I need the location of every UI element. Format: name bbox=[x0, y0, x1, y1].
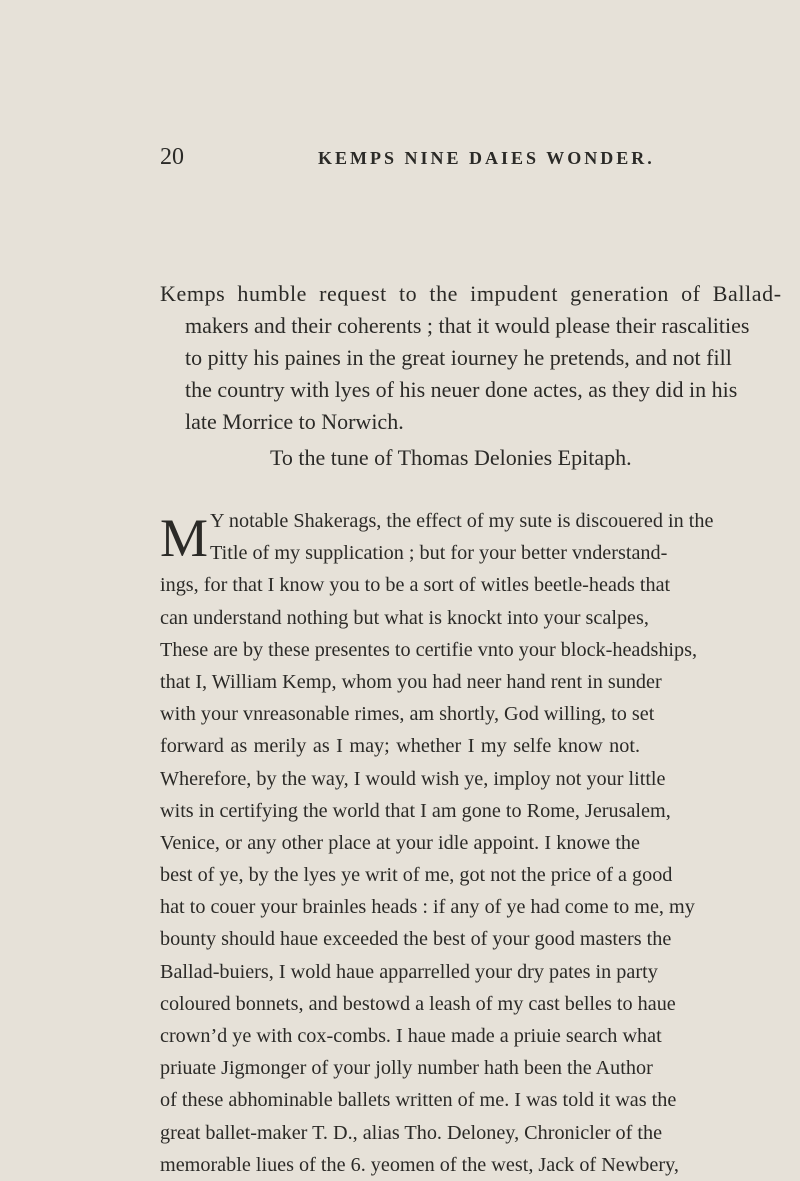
text-line: Title of my supplication ; but for your better vnderstand- bbox=[210, 542, 668, 565]
text-line: of these abhominable ballets written of me. I was told it was the bbox=[160, 1089, 677, 1112]
text-line: can understand nothing but what is knockt into your scalpes, bbox=[160, 606, 649, 629]
text-line: great ballet-maker T. D., alias Tho. Deloney, Chronicler of the bbox=[160, 1121, 663, 1144]
heading-line: Kemps humble request to the impudent generation of Ballad- bbox=[160, 281, 782, 306]
page-number: 20 bbox=[160, 144, 184, 170]
text-line: bounty should haue exceeded the best of your good masters the bbox=[160, 928, 672, 951]
heading-line: makers and their coherents ; that it would please their rascalities bbox=[185, 313, 750, 338]
body-paragraph bbox=[160, 505, 714, 1181]
heading-line: the country with lyes of his neuer done actes, as they did in his bbox=[185, 377, 738, 402]
running-head bbox=[160, 142, 660, 172]
text-line: memorable liues of the 6. yeomen of the west, Jack of Newbery, bbox=[160, 1153, 679, 1176]
text-line: coloured bonnets, and bestowd a leash of my cast belles to haue bbox=[160, 992, 676, 1015]
text-line: wits in certifying the world that I am gone to Rome, Jerusalem, bbox=[160, 799, 671, 822]
text-line: crown’d ye with cox-combs. I haue made a priuie search what bbox=[160, 1025, 662, 1047]
tune-subheading: To the tune of Thomas Delonies Epitaph. bbox=[270, 445, 632, 470]
text-line: Venice, or any other place at your idle appoint. I knowe the bbox=[160, 831, 640, 854]
text-line: with your vnreasonable rimes, am shortly, God willing, to set bbox=[160, 703, 655, 726]
text-line: priuate Jigmonger of your jolly number hath been the Author bbox=[160, 1057, 653, 1080]
text-line: that I, William Kemp, whom you had neer hand rent in sunder bbox=[160, 670, 662, 693]
text-line: Wherefore, by the way, I would wish ye, imploy not your little bbox=[160, 767, 666, 790]
text-line: hat to couer your brainles heads : if any of ye had come to me, my bbox=[160, 896, 695, 919]
running-title: KEMPS NINE DAIES WONDER. bbox=[318, 148, 655, 168]
heading-line: late Morrice to Norwich. bbox=[185, 409, 404, 434]
section-heading bbox=[160, 278, 782, 438]
text-line: ings, for that I know you to be a sort of witles beetle-heads that bbox=[160, 574, 671, 597]
text-line: These are by these presentes to certifie vnto your block-headships, bbox=[160, 638, 698, 661]
text-line: Y notable Shakerags, the effect of my sute is discouered in the bbox=[210, 510, 714, 532]
heading-line: to pitty his paines in the great iourney he pretends, and not fill bbox=[185, 345, 732, 370]
text-line: best of ye, by the lyes ye writ of me, got not the price of a good bbox=[160, 864, 673, 887]
drop-cap: M bbox=[160, 508, 209, 568]
text-line: forward as merily as I may; whether I my selfe know not. bbox=[160, 735, 640, 758]
text-line: Ballad-buiers, I wold haue apparrelled your dry pates in party bbox=[160, 960, 658, 983]
